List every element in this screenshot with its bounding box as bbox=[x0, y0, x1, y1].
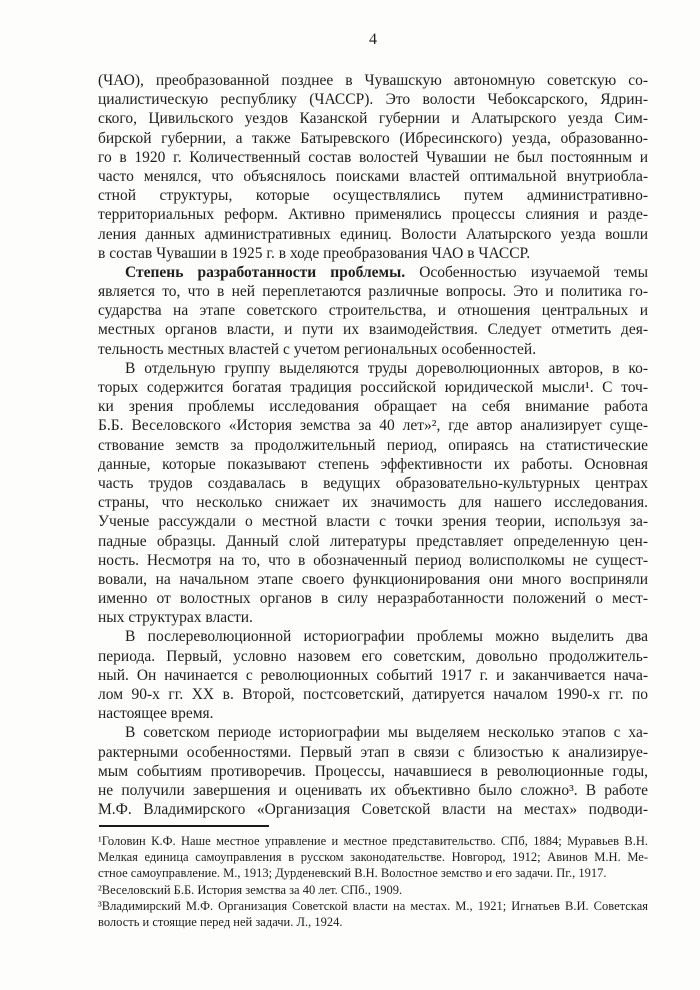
text-line: В отдельную группу выделяются труды дореволюционных авторов, в ко- bbox=[125, 359, 648, 377]
text-line: стной структуры, которые осуществлялись путем административно- bbox=[98, 187, 648, 205]
paragraph bbox=[98, 263, 648, 359]
text-line: В советском периоде историографии мы выделяем несколько этапов с ха- bbox=[125, 724, 648, 742]
text-line: ского, Цивильского уездов Казанской губернии и Алатырского уезда Сим- bbox=[98, 110, 648, 128]
text-line: мым событиям противоречив. Процессы, начавшиеся в революционные годы, bbox=[98, 762, 648, 780]
text-line: ки зрения проблемы исследования обращает на себя внимание работа bbox=[98, 398, 648, 416]
footnote-line: ¹Головин К.Ф. Наше местное управление и местное представительство. СПб, 1884; Муравьев В.Н. bbox=[98, 834, 648, 848]
text-line: рактерными особенностями. Первый этап в связи с близостью к анализируе- bbox=[98, 743, 648, 761]
text-line: страны, что несколько снижает их значимость для нашего исследования. bbox=[98, 494, 648, 512]
text-line: периода. Первый, условно назовем его советским, довольно продолжитель- bbox=[98, 647, 648, 665]
text-line: ность. Несмотря на то, что в обозначенный период волисполкомы не сущест- bbox=[98, 551, 648, 569]
text-line: М.Ф. Владимирского «Организация Советской власти на местах» подводи- bbox=[98, 801, 648, 819]
text-line: именно от волостных органов в силу неразработанности положений о мест- bbox=[98, 590, 648, 608]
text-line: го в 1920 г. Количественный состав волостей Чувашии не был постоянным и bbox=[98, 148, 648, 166]
text-line: ления данных административных единиц. Волости Алатырского уезда вошли bbox=[98, 225, 648, 243]
text-line: бирской губернии, а также Батыревского (Ибресинского) уезда, образованно- bbox=[98, 129, 648, 147]
text-line: лом 90-х гг. XX в. Второй, постсоветский, датируется началом 1990-х гг. по bbox=[98, 686, 648, 703]
text-line: падные образцы. Данный слой литературы представляет определенную цен- bbox=[98, 532, 648, 550]
text-line: (ЧАО), преобразованной позднее в Чувашскую автономную советскую со- bbox=[98, 72, 648, 89]
text-line: циалистическую республику (ЧАССР). Это волости Чебоксарского, Ядрин- bbox=[98, 91, 648, 109]
footnote-separator bbox=[99, 825, 269, 827]
paragraph bbox=[98, 359, 648, 628]
text-line: не получили завершения и оценивать их объективно было сложно³. В работе bbox=[98, 781, 648, 799]
footnotes bbox=[98, 833, 648, 930]
paragraph bbox=[98, 71, 648, 263]
text-line: местных органов власти, и пути их взаимодействия. Следует отметить дея- bbox=[98, 321, 648, 339]
text-line: в состав Чувашии в 1925 г. в ходе преобразования ЧАО в ЧАССР. bbox=[98, 244, 531, 262]
bold-lead: Степень разработанности проблемы. bbox=[125, 263, 406, 281]
text-line: торых содержится богатая традиция российской юридической мысли¹. С точ- bbox=[98, 379, 648, 396]
text-line: вовали, на начальном этапе своего функционирования они много восприняли bbox=[98, 570, 648, 588]
text-line: территориальных реформ. Активно применялись процессы слияния и разде- bbox=[98, 206, 648, 224]
footnote-line: волость и стоящие перед ней задачи. Л., 1924. bbox=[98, 914, 343, 929]
text-line: часть трудов создавалась в ведущих образовательно-культурных центрах bbox=[98, 474, 648, 492]
footnote-line: стное самоуправление. М., 1913; Дурденевский В.Н. Волостное земство и его задачи. Пг., 1917. bbox=[98, 866, 607, 881]
paragraph bbox=[98, 723, 648, 819]
footnote bbox=[98, 882, 648, 898]
footnote-line: ²Веселовский Б.Б. История земства за 40 лет. СПб., 1909. bbox=[98, 882, 403, 897]
text-line: сударства на этапе советского строительства, и отношения центральных и bbox=[98, 302, 648, 320]
text-line: В послереволюционной историографии проблемы можно выделить два bbox=[125, 628, 648, 646]
text-line: ствование земств за продолжительный период, опираясь на статистические bbox=[98, 436, 648, 454]
footnote bbox=[98, 833, 648, 882]
text-line: тельность местных властей с учетом региональных особенностей. bbox=[98, 340, 537, 358]
text-line: ных структурах власти. bbox=[98, 609, 253, 627]
footnote bbox=[98, 898, 648, 930]
text-line: часто менялся, что объяснялось поисками властей оптимальной внутриобла- bbox=[98, 167, 648, 185]
body-text bbox=[98, 71, 648, 819]
text-line: Ученые рассуждали о местной власти с точки зрения теории, используя за- bbox=[98, 513, 648, 531]
text-line: настоящее время. bbox=[98, 705, 214, 723]
footnote-line: ³Владимирский М.Ф. Организация Советской власти на местах. М., 1921; Игнатьев В.И. Советская bbox=[98, 898, 648, 913]
text-line: является то, что в ней переплетаются различные вопросы. Это и политика го- bbox=[98, 283, 648, 301]
text-line: Б.Б. Веселовского «История земства за 40 лет»², где автор анализирует суще- bbox=[98, 417, 648, 435]
paragraph bbox=[98, 627, 648, 723]
footnote-line: Мелкая единица самоуправления в русском законодательстве. Новгород, 1912; Авинов М.Н. Ме- bbox=[98, 850, 648, 865]
text-line: ный. Он начинается с революционных событий 1917 г. и заканчивается нача- bbox=[98, 666, 648, 684]
text-line: данные, которые показывают степень эффективности их работы. Основная bbox=[98, 455, 648, 473]
page-number: 4 bbox=[369, 31, 377, 48]
text-line: Степень разработанности проблемы. Особенностью изучаемой темы bbox=[125, 263, 648, 281]
